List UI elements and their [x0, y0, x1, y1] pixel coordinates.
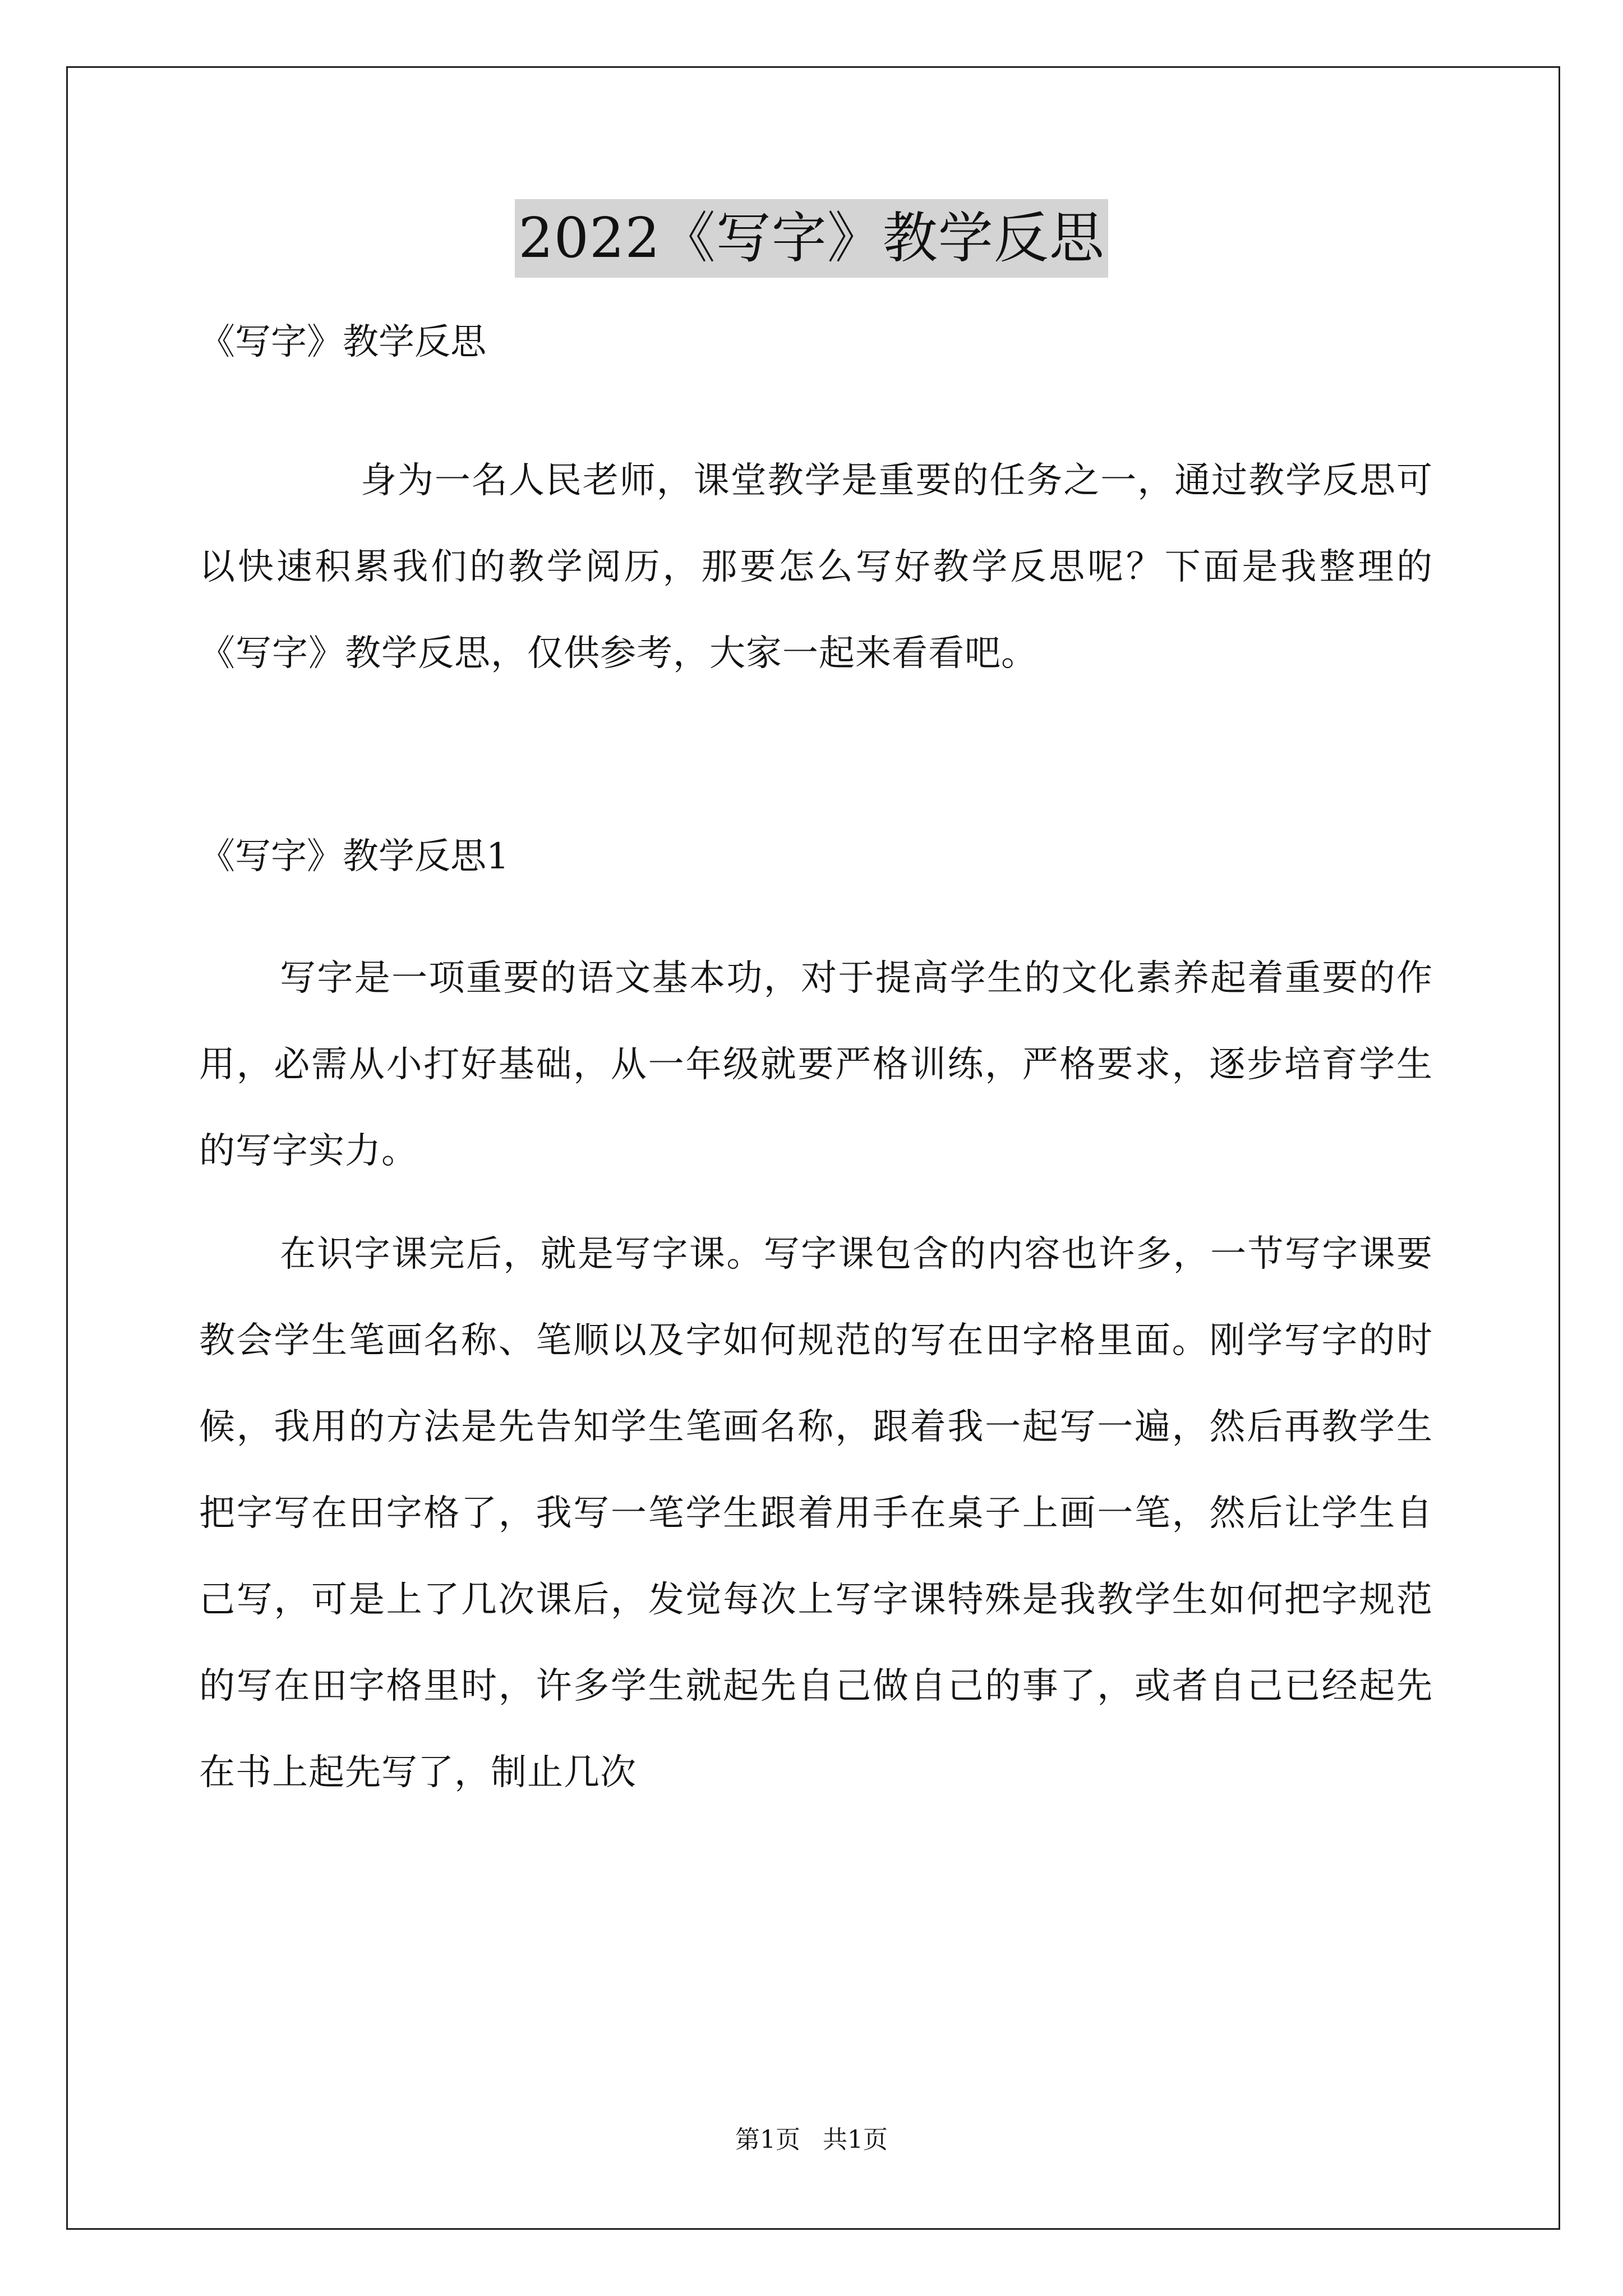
document-subtitle: 《写字》教学反思 — [199, 321, 486, 363]
page-number: 第1页 — [735, 2125, 800, 2154]
title-container — [0, 199, 1623, 278]
page-footer — [0, 2123, 1623, 2157]
body-paragraph-1: 写字是一项重要的语文基本功，对于提高学生的文化素养起着重要的作用，必需从小打好基础，从一年级就要严格训练，严格要求，逐步培育学生的写字实力。 — [199, 958, 1433, 1172]
section-heading: 《写字》教学反思1 — [199, 836, 509, 877]
body-paragraph-2: 在识字课完后，就是写字课。写字课包含的内容也许多，一节写字课要教会学生笔画名称、笔顺以及字如何规范的写在田字格里面。刚学写字的时候，我用的方法是先告知学生笔画名称，跟着我一起写一遍，然后再教学生把字写在田字格了，我写一笔学生跟着用手在桌子上画一笔，然后让学生自己写，可是上了几次课后，发觉每次上写字课特殊是我教学生如何把字规范的写在田字格里时，许多学生就起先自己做自己的事了，或者自己已经起先在书上起先写了，制止几次 — [199, 1234, 1433, 1793]
intro-paragraph: 身为一名人民老师，课堂教学是重要的任务之一，通过教学反思可以快速积累我们的教学阅历，那要怎么写好教学反思呢？下面是我整理的《写字》教学反思，仅供参考，大家一起来看看吧。 — [199, 460, 1433, 674]
document-title: 2022《写字》教学反思 — [515, 199, 1108, 278]
page-count: 共1页 — [823, 2125, 888, 2154]
document-body — [199, 314, 1433, 1816]
